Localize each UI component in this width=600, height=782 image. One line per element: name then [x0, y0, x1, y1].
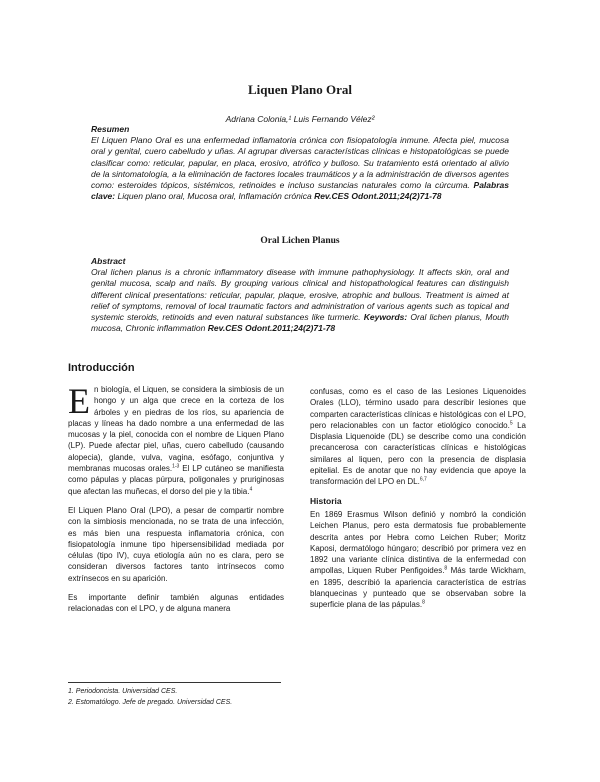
intro-r1-text: confusas, como es el caso de las Lesiones Liquenoides Orales (LLO), término usado para describir lesiones que comparten características clínicas e histológicas con el LPO, pero relacionables con un factor etiológico conocido.	[310, 387, 526, 430]
abstract-citation: Rev.CES Odont.2011;24(2)71-78	[207, 323, 336, 334]
resumen-kw-label: Palabras clave:	[91, 180, 509, 202]
resumen-block	[91, 124, 509, 202]
ref-6-7: 6,7	[419, 476, 427, 483]
historia-text: En 1869 Erasmus Wilson definió y nombró la condición Leichen Planus, pero esta dermatosis fue probablemente descrita antes por Hebra como Leichen Ruber; Moritz Kaposi, dermatólogo húngaro; describió por primera vez en 1892 una variante clínica distintiva de la enfermedad con ampollas, Liquen Ruber Penfigoides.	[310, 509, 526, 576]
resumen-citation: Rev.CES Odont.2011;24(2)71-78	[314, 191, 442, 202]
abstract-keywords: Oral lichen planus, Mouth mucosa, Chronic inflammation	[91, 312, 509, 334]
intro-paragraph-1	[68, 381, 284, 497]
abstract-text	[91, 267, 509, 334]
intro-paragraph-3: Es importante definir también algunas entidades relacionadas con el LPO, y de alguna manera	[68, 593, 284, 614]
left-column	[68, 381, 284, 615]
footnote-2: 2. Estomatólogo. Jefe de pregado. Universidad CES.	[68, 699, 233, 706]
right-column	[310, 386, 526, 611]
historia-tail: Más tarde Wickham, en 1895, describió la apariencia característica de estrías blanquecinas y punteado que se observaban sobre la superficie plana de las pápulas.	[310, 566, 526, 610]
resumen-body: El Liquen Plano Oral es una enfermedad inflamatoria crónica con fisiopatología inmune. Afecta piel, mucosa oral y genital, cuero cabelludo y uñas. Al agrupar diversas características clínicas e histopatológicas se puede clasificar como: reticular, papular, en placa, erosivo, atrófico y bulloso. Su tratamiento está orientado al alivio de la sintomatología, a la eliminación de factores locales traumáticos y a la administración de diversos agentes como: esteroides tópicos, sistémicos, retinoides e incluso sustancias naturales como la cúrcuma.	[91, 135, 509, 191]
ref-4: 4	[249, 486, 253, 493]
intro-heading: Introducción	[68, 362, 135, 374]
intro-r1-tail: La Displasia Liquenoide (DL) se describe como una condición precancerosa con características clínicas e histológicas similares al liquen, pero con la presencia de displasia epitelial. Es de anotar que no hay evidencia que apoye la transformación del LPO en DL.	[310, 420, 526, 487]
authors: Adriana Colonia,¹ Luis Fernando Vélez²	[225, 114, 375, 124]
intro-p1-text: n biología, el Liquen, se considera la simbiosis de un hongo y un alga que crece en la corteza de los árboles y en piedras de los ríos, su apariencia de placas y líneas ha dado nombre a una enfermedad de las mucosas y la piel, conocida con el nombre de Liquen Plano (LP). Puede afectar piel, uñas, cuero cabelludo (causando alopecia), glande, vulva, vagina, esófago, conjuntiva y membranas mucosas orales.	[68, 385, 284, 474]
footnote-rule	[68, 682, 281, 683]
ref-1-3: 1-3	[172, 463, 180, 470]
english-title: Oral Lichen Planus	[260, 236, 340, 246]
abstract-block	[91, 256, 509, 334]
footnote-1: 1. Periodoncista. Universidad CES.	[68, 688, 178, 695]
abstract-heading: Abstract	[91, 256, 126, 266]
historia-heading: Historia	[310, 495, 342, 506]
intro-paragraph-2: El Liquen Plano Oral (LPO), a pesar de compartir nombre con la simbiosis mencionada, no se trata de una infección, es más bien una respuesta inflamatoria crónica, con fisiopatología inmune tipo hipersensibilidad mediada por células (tipo IV), cuya etiología aún no es clara, pero se consideran diversos factores tanto intrínsecos como extrínsecos en su aparición.	[68, 505, 284, 583]
intro-paragraph-4	[310, 386, 526, 488]
historia-paragraph	[310, 509, 526, 611]
resumen-text	[91, 135, 509, 202]
ref-8b: 8	[422, 599, 425, 606]
article-title: Liquen Plano Oral	[247, 82, 353, 97]
drop-cap: E	[68, 381, 90, 421]
abstract-body: Oral lichen planus is a chronic inflammatory disease with immune pathophysiology. It affects skin, oral and genital mucosa, scalp and nails. By grouping various clinical and histopathological features can distinguish different clinical presentations: reticular, papular, plaque, erosive, atrophic and bullous. Treatment is aimed at relief of symptoms, removal of local traumatic factors and administration of various agents such as topical and systemic steroids, retinoids and even natural substances like turmeric.	[91, 267, 509, 323]
resumen-heading: Resumen	[91, 124, 130, 134]
abstract-kw-label: Keywords:	[363, 312, 408, 323]
intro-p1-tail: El LP cutáneo se manifiesta como pápulas y placas púrpura, poligonales y pruriginosas que afectan las muñecas, el dorso del pie y la tibia.	[68, 464, 284, 496]
ref-5: 5	[509, 420, 513, 427]
resumen-keywords: Liquen plano oral, Mucosa oral, Inflamación crónica	[117, 191, 312, 202]
ref-8: 8	[444, 565, 448, 572]
